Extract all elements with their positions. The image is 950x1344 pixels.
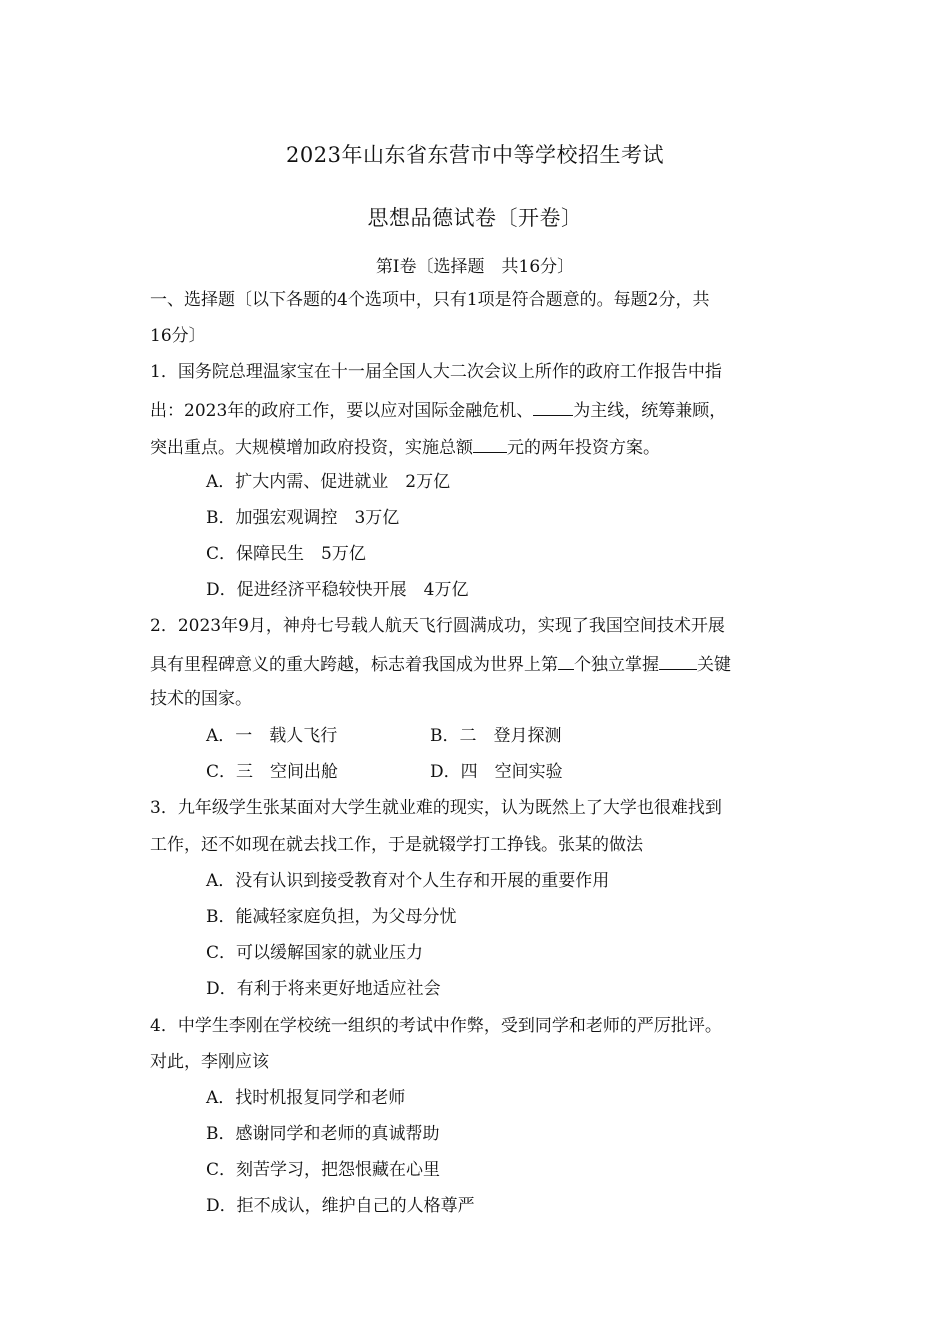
instructions-line-1: 一、选择题〔以下各题的4个选项中，只有1项是符合题意的。每题2分，共	[150, 290, 710, 310]
question-2-line-1: 2．2023年9月，神舟七号载人航天飞行圆满成功，实现了我国空间技术开展	[150, 616, 725, 636]
exam-subtitle: 思想品德试卷〔开卷〕	[367, 206, 583, 230]
answer-blank	[473, 434, 507, 453]
question-2-option-d: D．四 空间实验	[430, 762, 563, 782]
question-1-option-c: C．保障民生 5万亿	[206, 544, 366, 564]
section-heading: 第Ⅰ卷〔选择题 共16分〕	[375, 257, 575, 277]
question-3-option-c: C．可以缓解国家的就业压力	[206, 943, 424, 963]
question-1-option-a: A．扩大内需、促进就业 2万亿	[206, 472, 451, 492]
question-2-text-c: 关键	[697, 655, 731, 675]
question-2-option-c: C．三 空间出舱	[206, 762, 339, 782]
question-2-option-a: A．一 载人飞行	[206, 726, 338, 746]
question-1-text-a: 出：2023年的政府工作，要以应对国际金融危机、	[150, 401, 534, 421]
question-4-option-c: C．刻苦学习，把怨恨藏在心里	[206, 1160, 441, 1180]
question-3-line-2: 工作，还不如现在就去找工作，于是就辍学打工挣钱。张某的做法	[150, 835, 643, 855]
question-2-line-3: 技术的国家。	[150, 689, 252, 709]
question-1-option-d: D．促进经济平稳较快开展 4万亿	[206, 580, 469, 600]
question-4-line-1: 4．中学生李刚在学校统一组织的考试中作弊，受到同学和老师的严厉批评。	[150, 1016, 722, 1036]
question-1-option-b: B．加强宏观调控 3万亿	[206, 508, 400, 528]
question-4-option-b: B．感谢同学和老师的真诚帮助	[206, 1124, 440, 1144]
question-1-text-c: 突出重点。大规模增加政府投资，实施总额	[150, 438, 473, 458]
question-3-option-d: D．有利于将来更好地适应社会	[206, 979, 441, 999]
answer-blank	[659, 651, 697, 670]
question-3-option-a: A．没有认识到接受教育对个人生存和开展的重要作用	[206, 871, 610, 891]
question-1-line-1: 1．国务院总理温家宝在十一届全国人大二次会议上所作的政府工作报告中指	[150, 362, 722, 382]
question-1-text-d: 元的两年投资方案。	[507, 438, 660, 458]
question-3-line-1: 3．九年级学生张某面对大学生就业难的现实，认为既然上了大学也很难找到	[150, 798, 722, 818]
instructions-line-2: 16分〕	[150, 326, 206, 346]
question-2-text-b: 个独立掌握	[574, 655, 659, 675]
answer-blank	[558, 651, 574, 670]
question-4-option-d: D．拒不成认，维护自己的人格尊严	[206, 1196, 475, 1216]
question-2-text-a: 具有里程碑意义的重大跨越，标志着我国成为世界上第	[150, 655, 558, 675]
question-2-line-2	[150, 651, 800, 676]
exam-title: 2023年山东省东营市中等学校招生考试	[286, 143, 664, 167]
question-3-option-b: B．能减轻家庭负担，为父母分忧	[206, 907, 457, 927]
question-4-option-a: A．找时机报复同学和老师	[206, 1088, 406, 1108]
answer-blank	[533, 397, 573, 416]
question-2-option-b: B．二 登月探测	[430, 726, 562, 746]
question-1-text-b: 为主线，统筹兼顾，	[573, 401, 727, 421]
question-1-line-2	[150, 397, 800, 422]
question-1-line-3	[150, 434, 800, 459]
question-4-line-2: 对此，李刚应该	[150, 1052, 269, 1072]
